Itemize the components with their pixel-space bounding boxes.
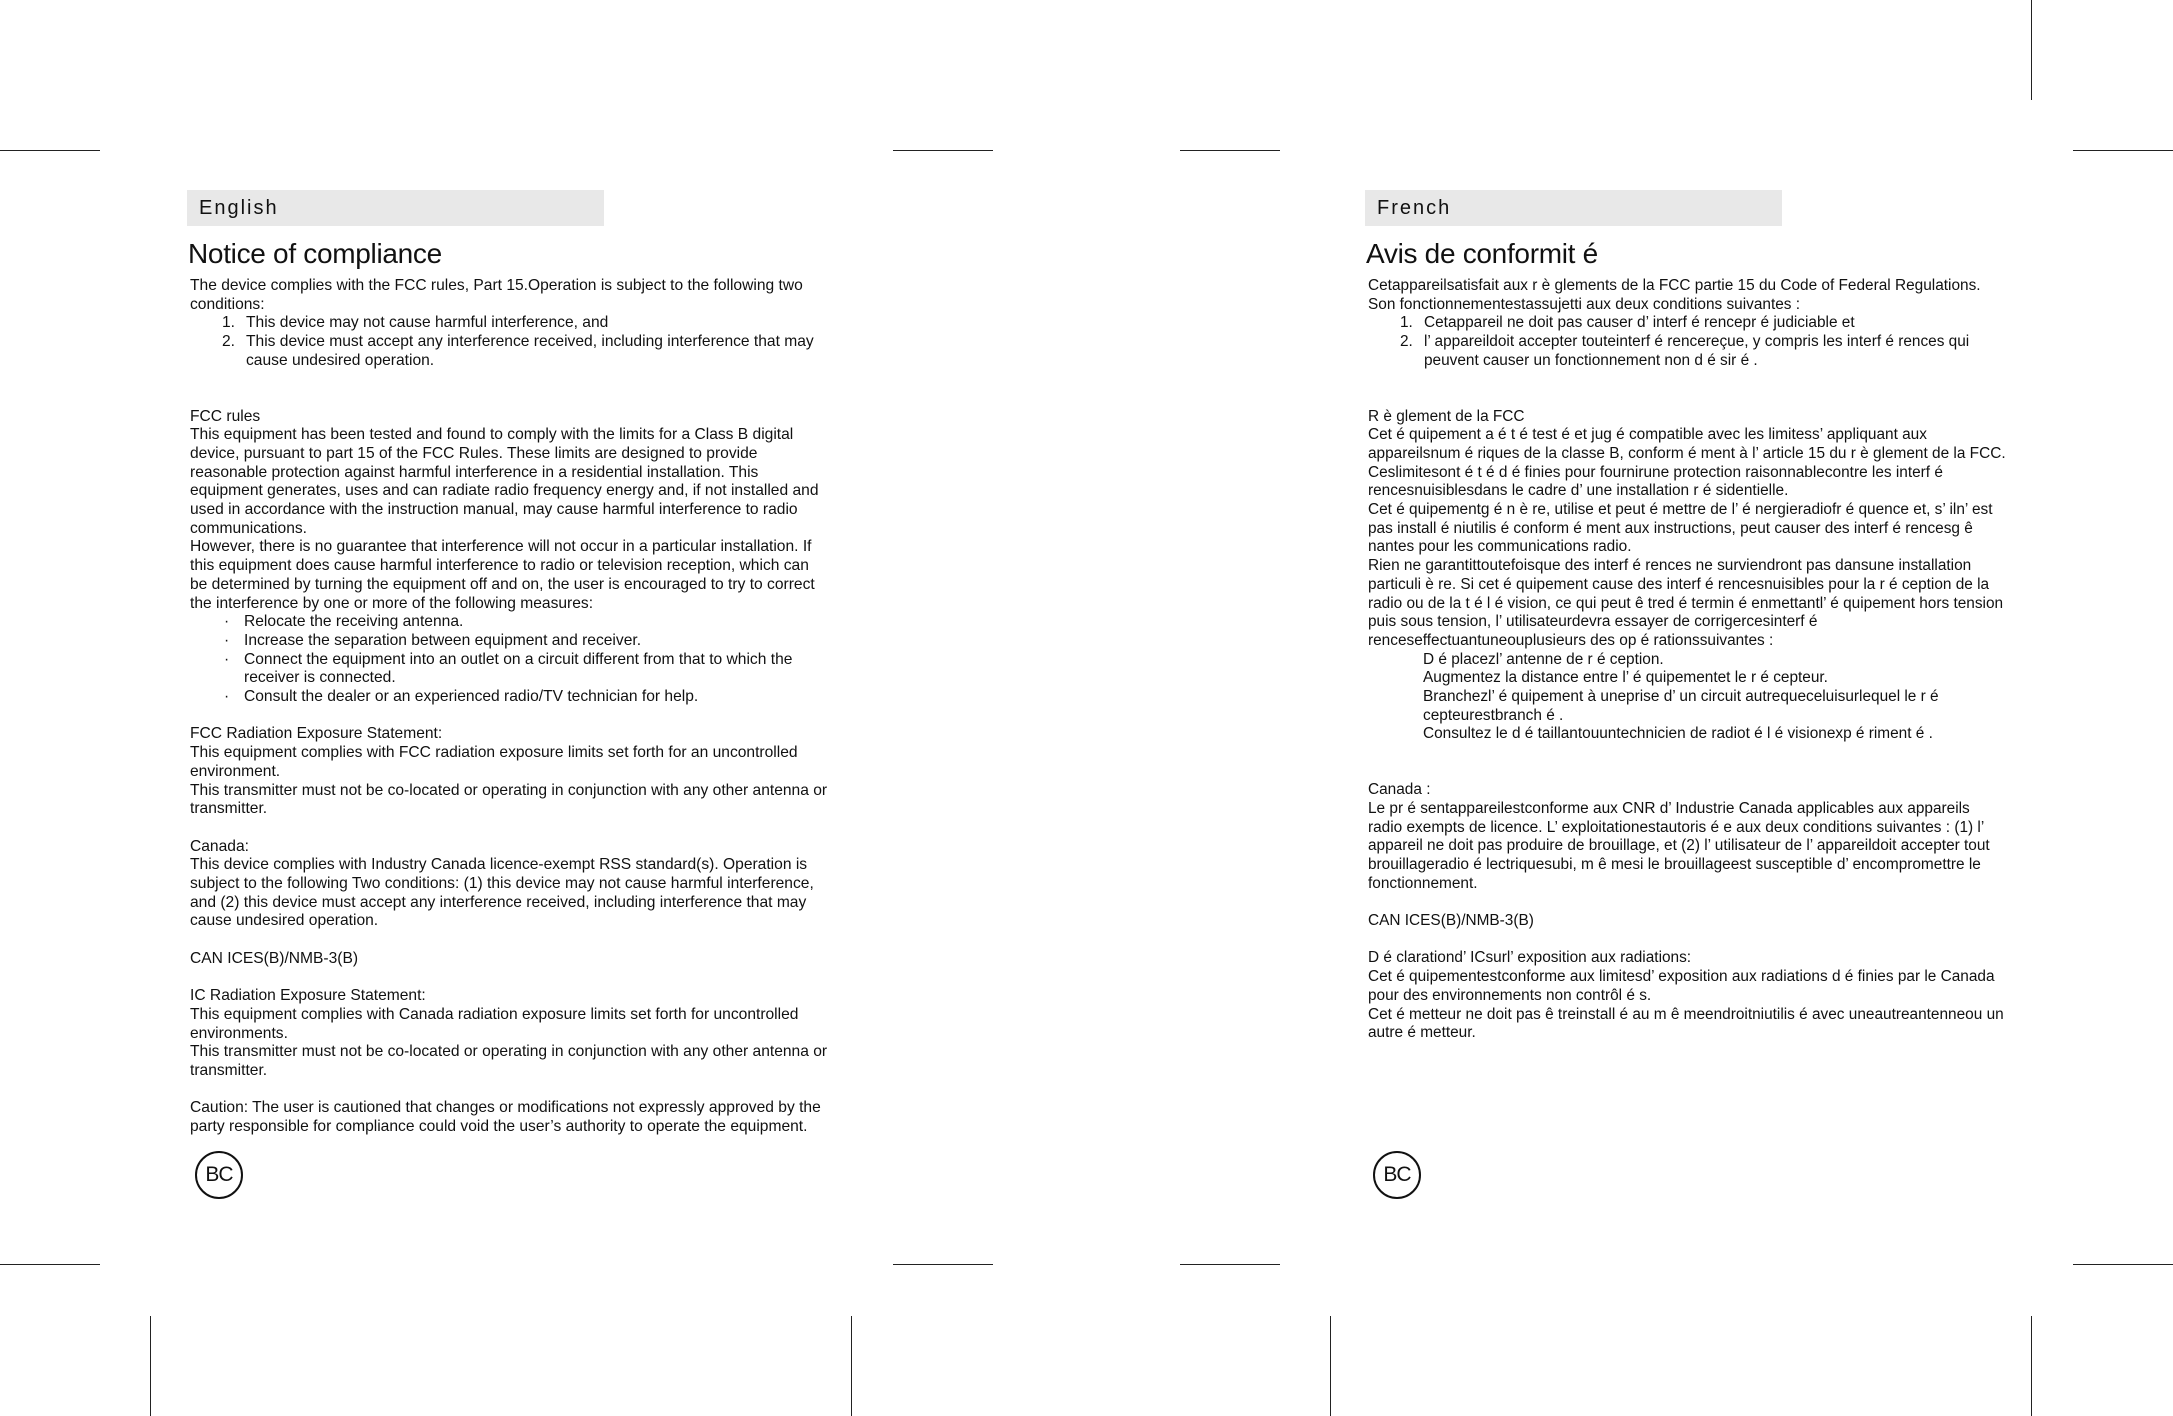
list-item-text: Connect the equipment into an outlet on a circuit different from that to which the receiver is connected. [244,650,793,687]
crop-mark [851,1316,852,1416]
section-heading: FCC rules [190,407,261,425]
conditions-list [1368,314,2008,370]
list-item-text: Cetappareil ne doit pas causer d’ interf é rencepr é judiciable et [1424,314,1855,332]
list-number: 2. [1400,333,1413,351]
bc-logo: BC [1373,1151,1421,1199]
crop-mark [0,1264,100,1265]
intro-paragraph: Cetappareilsatisfait aux r è glements de la FCC partie 15 du Code of Federal Regulations. Son fonctionnementestassujetti aux deux conditions suivantes : [1368,277,1981,313]
crop-mark [2073,150,2173,151]
list-item-text: This device may not cause harmful interference, and [246,314,609,332]
paragraph: This transmitter must not be co-located or operating in conjunction with any other antenna or transmitter. [190,781,828,818]
can-ices-label: CAN ICES(B)/NMB-3(B) [190,949,359,967]
conditions-list [190,314,830,370]
section-heading: D é clarationd’ ICsurl’ exposition aux radiations: [1368,949,1692,967]
paragraph: This equipment has been tested and found to comply with the limits for a Class B digital device, pursuant to part 15 of the FCC Rules. These limits are designed to provide reasonable protection against harmful interference in a residential installation. This equipment generates, uses and can radiate radio frequency energy and, if not installed and used in accordance with the instruction manual, may cause harmful interference to radio communications. [190,426,819,537]
list-item [1368,314,2008,333]
list-item-text: This device must accept any interference received, including interference that may cause undesired operation. [246,333,814,369]
section-heading: FCC Radiation Exposure Statement: [190,725,443,743]
bullet: · [224,613,230,631]
bc-logo: BC [195,1151,243,1199]
intro-paragraph: The device complies with the FCC rules, Part 15.Operation is subject to the following two conditions: [190,277,803,313]
language-tab-english: English [187,190,604,226]
list-item: Branchezl’ é quipement à uneprise d’ un circuit autrequeceluisurlequel le r é cepteurestbranch é . [1423,688,1939,724]
section-heading: IC Radiation Exposure Statement: [190,987,426,1005]
paragraph: This equipment complies with FCC radiation exposure limits set forth for an uncontrolled environment. [190,744,798,780]
section-heading: R è glement de la FCC [1368,407,1525,425]
paragraph: Cet é quipementg é n è re, utilise et peut é mettre de l’ é nergieradiofr é quence et, s’ iln’ est pas install é niutilis é conform é ment aux instructions, peut causer des interf é rencesg ê nantes pour les communications radio. [1368,501,1993,556]
crop-mark [0,150,100,151]
page-title: Avis de conformit é [1366,238,1598,269]
list-item-text: l’ appareildoit accepter touteinterf é rencereçue, y compris les interf é rences qui peuvent causer un fonctionnement non d é sir é . [1424,333,1970,369]
measures-list [190,613,830,707]
crop-mark [2031,0,2032,100]
paragraph: Cet é quipementestconforme aux limitesd’ exposition aux radiations d é finies par le Canada pour des environnements non contrôl é s. [1368,968,1995,1004]
paragraph: This transmitter must not be co-located or operating in conjunction with any other antenna or transmitter. [190,1043,828,1080]
page-title: Notice of compliance [188,238,442,269]
list-item-text: Increase the separation between equipment and receiver. [244,631,642,649]
list-item [190,651,830,688]
list-item [1368,333,2008,370]
crop-mark [1330,1316,1331,1416]
can-ices-label: CAN ICES(B)/NMB-3(B) [1368,912,1534,930]
crop-mark [893,150,993,151]
paragraph: Rien ne garantittoutefoisque des interf é rences ne surviendront pas dansune installation particuli è re. Si cet é quipement cause des interf é rencesnuisibles pour la r é ception de la radio ou de la t é l é vision, ce qui peut ê tred é termin é enmettantl’ é quipement hors tension puis sous tension, l’ utilisateurdevra essayer de corrigercesinterf é renceseffectuantuneouplusieurs des op é rationssuivantes : [1368,557,2004,649]
paragraph: This device complies with Industry Canada licence-exempt RSS standard(s). Operation is subject to the following Two conditions: (1) this device may not cause harmful interference, and (2) this device must accept any interference received, including interference that may cause undesired operation. [190,856,814,930]
measures-list [1368,651,2008,745]
paragraph: Le pr é sentappareilestconforme aux CNR d’ Industrie Canada applicables aux appareils radio exempts de licence. L’ exploitationestautoris é e aux deux conditions suivantes : (1) l’ appareil ne doit pas produire de brouillage, et (2) l’ utilisateur de l’ appareildoit accepter tout brouillageradio é lectriquesubi, m ê mesi le brouillageest susceptible d’ encompromettre le fonctionnement. [1368,799,1990,892]
paragraph: This equipment complies with Canada radiation exposure limits set forth for uncontrolled environments. [190,1005,799,1042]
list-item [190,632,830,651]
list-item-text: Consult the dealer or an experienced radio/TV technician for help. [244,688,699,706]
list-item: Consultez le d é taillantouuntechnicien de radiot é l é visionexp é riment é . [1423,725,1933,743]
list-number: 1. [1400,314,1413,332]
crop-mark [1180,1264,1280,1265]
crop-mark [1180,150,1280,151]
list-item [190,688,830,707]
bullet: · [224,650,230,668]
crop-mark [2073,1264,2173,1265]
list-number: 2. [222,333,236,351]
crop-mark [150,1316,151,1416]
paragraph: However, there is no guarantee that interference will not occur in a particular installation. If this equipment does cause harmful interference to radio or television reception, which can be determined by turning the equipment off and on, the user is encouraged to try to correct the interference by one or more of the following measures: [190,538,815,612]
list-number: 1. [222,314,236,332]
compliance-text [190,277,830,1137]
crop-mark [2031,1316,2032,1416]
language-tab-french: French [1365,190,1782,226]
paragraph: Cet é quipement a é t é test é et jug é compatible avec les limitess’ appliquant aux appareilsnum é riques de la classe B, conform é ment à l’ article 15 du r è glement de la FCC. Ceslimitesont é t é d é finies pour fournirune protection raisonnablecontre les interf é rencesnuisiblesdans le cadre d’ une installation r é sidentielle. [1368,426,2006,500]
list-item [190,314,830,333]
compliance-text [1368,277,2008,1043]
bullet: · [224,631,230,649]
list-item: Augmentez la distance entre l’ é quipementet le r é cepteur. [1423,669,1828,687]
list-item [190,613,830,632]
section-heading: Canada: [190,837,249,855]
caution-paragraph: Caution: The user is cautioned that changes or modifications not expressly approved by the party responsible for compliance could void the user’s authority to operate the equipment. [190,1099,821,1136]
section-heading: Canada : [1368,781,1431,799]
list-item-text: Relocate the receiving antenna. [244,613,464,631]
paragraph: Cet é metteur ne doit pas ê treinstall é au m ê meendroitniutilis é avec uneautreantenneou un autre é metteur. [1368,1005,2004,1042]
crop-mark [893,1264,993,1265]
bullet: · [224,688,230,706]
list-item: D é placezl’ antenne de r é ception. [1423,650,1664,668]
list-item [190,333,830,370]
